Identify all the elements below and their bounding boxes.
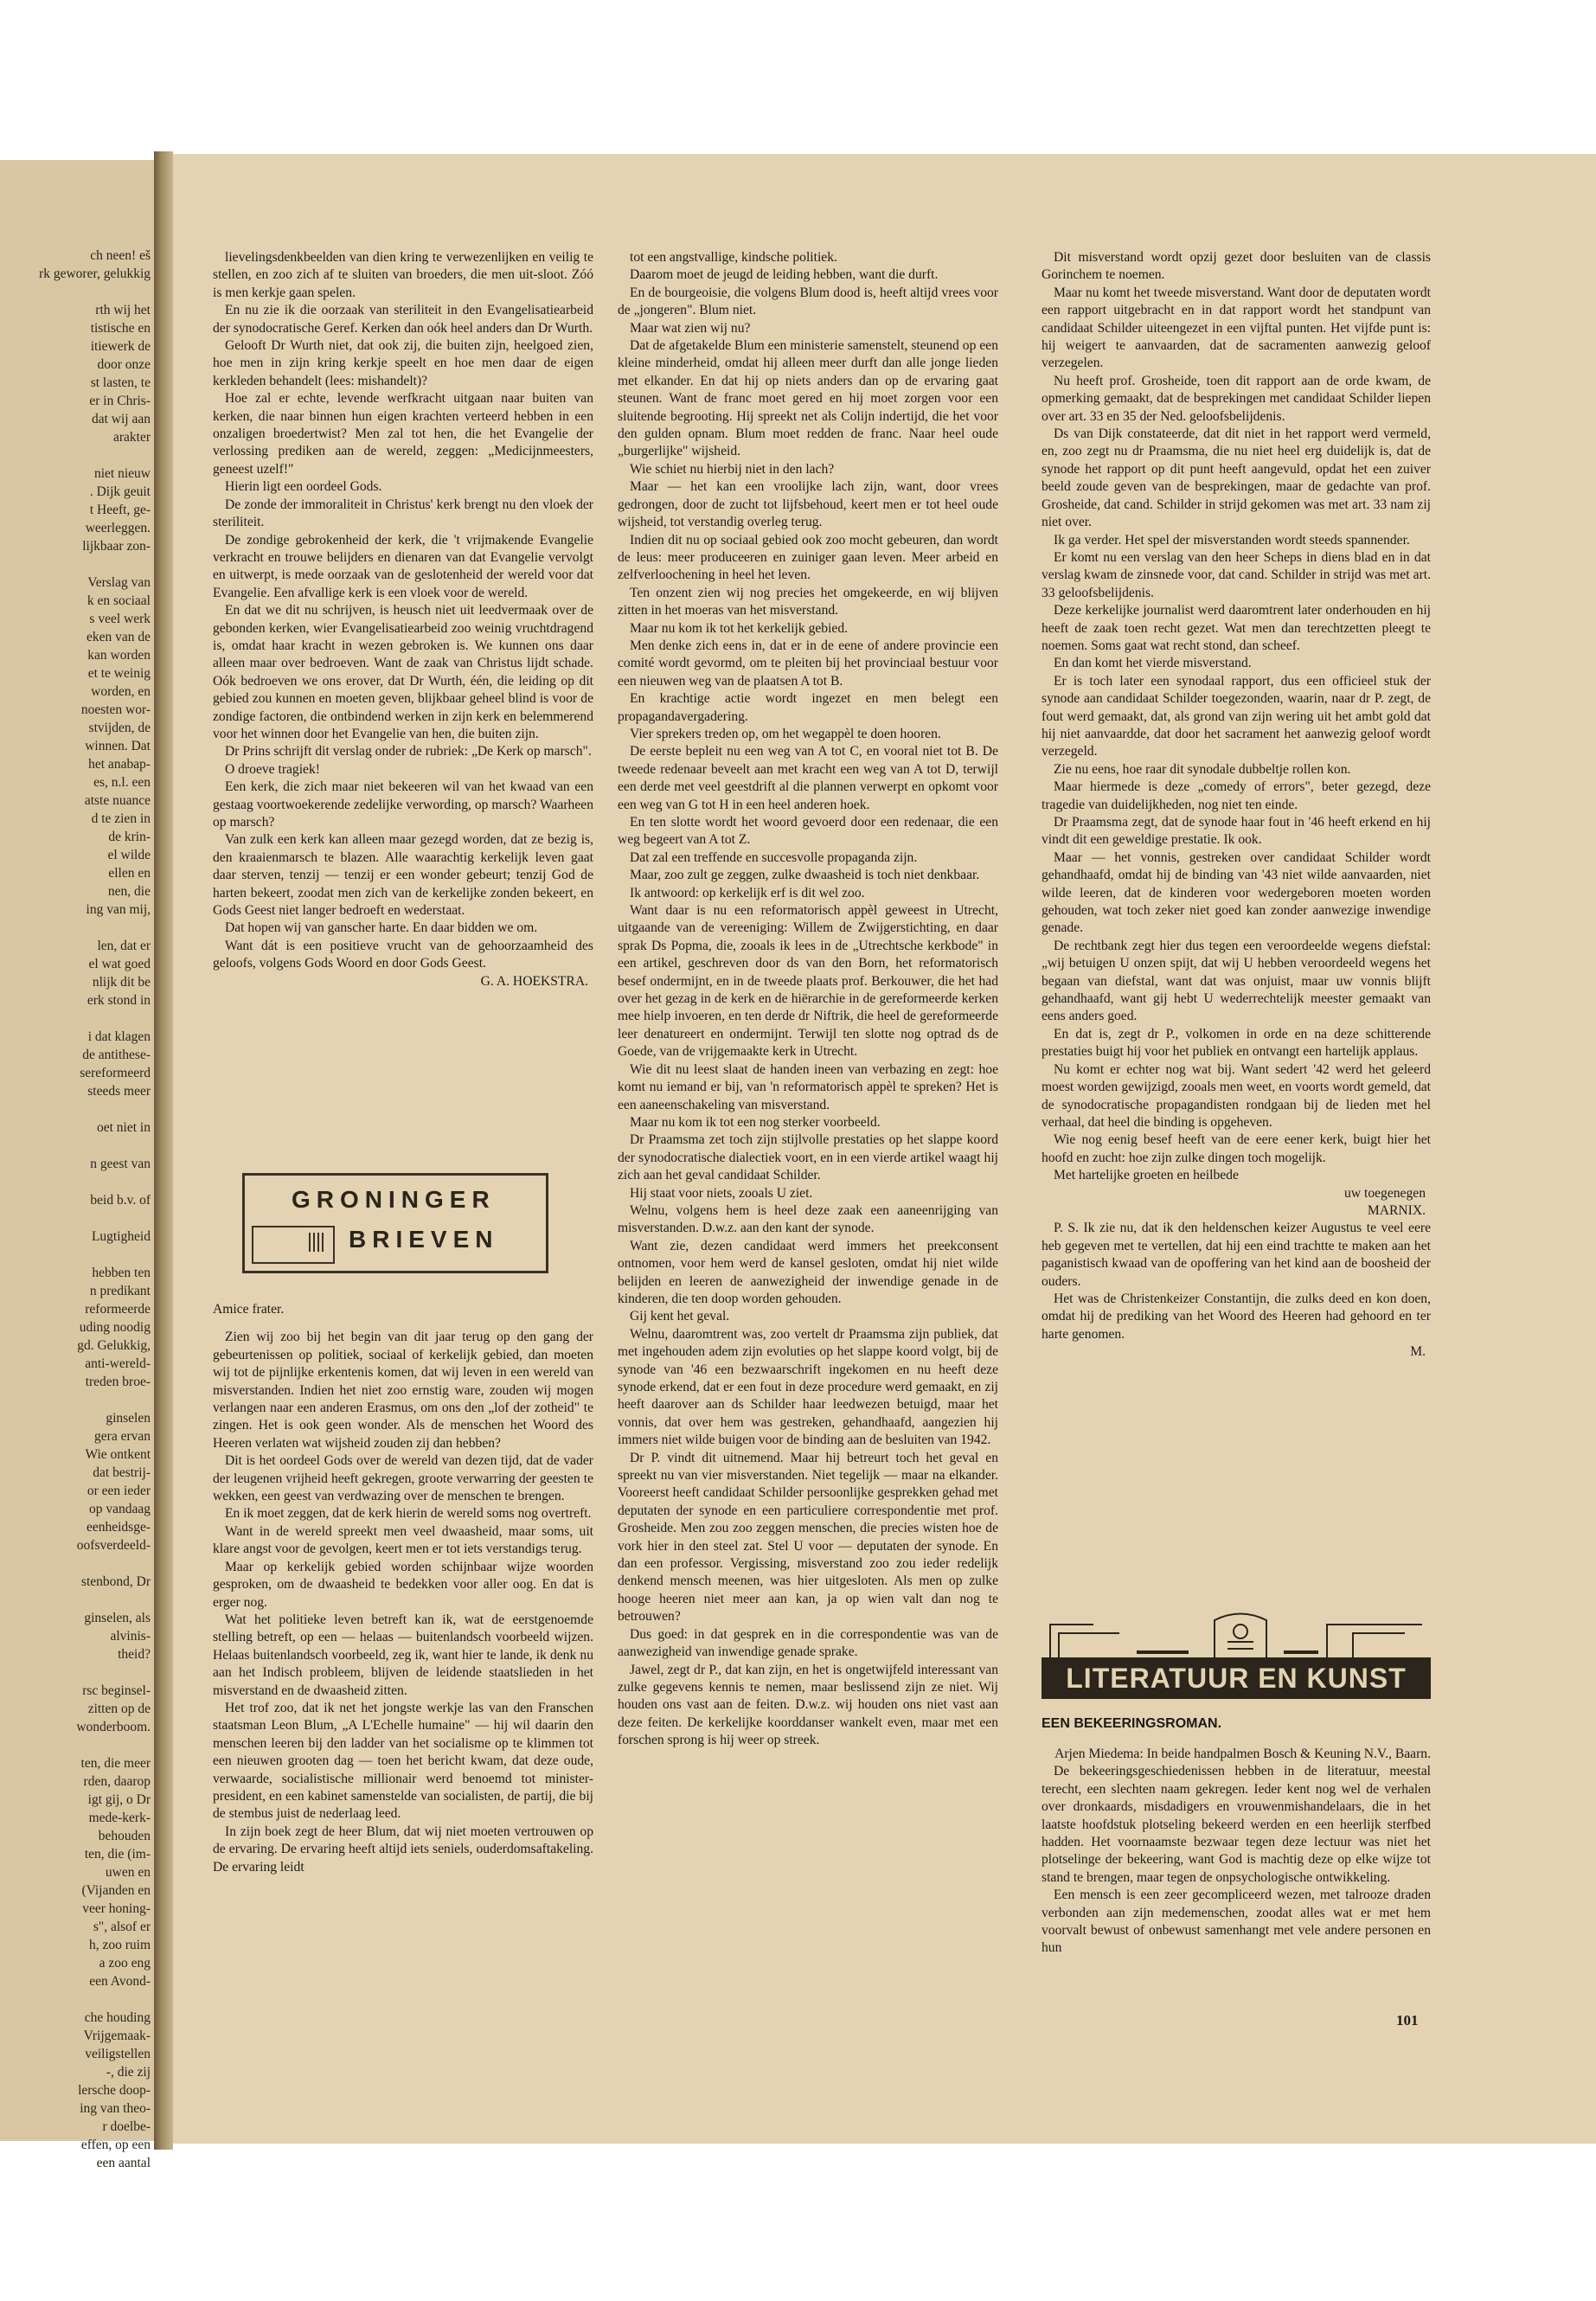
previous-page-line: er in Chris- [89,394,151,408]
paragraph: tot een angstvallige, kindsche politiek. [630,250,837,265]
previous-page-line: hebben ten [92,1266,151,1280]
previous-page-line: ellen en [108,866,151,881]
previous-page-line: rsc beginsel- [82,1683,151,1698]
paragraph: De zonde der immoraliteit in Christus' kerk brengt nu den vloek der steriliteit. [213,497,593,530]
previous-page-line: theid? [118,1647,151,1662]
paragraph: Want dát is een positieve vrucht van de gehoorzaamheid des geloofs, volgens Gods Woord en door Gods Geest. [213,938,593,971]
previous-page-line: eenheidsge- [86,1520,151,1535]
paragraph: Want daar is nu een reformatorisch appèl geweest in Utrecht, uitgaande van de vereeniging: Willem de Zwijgerstichting, en daar sprak Ds Popma, die, zooals ik lees in de „Utrechtsche kerkbode" in een artikel, geschreven door ds van den Born, het reformatorisch besef ondermijnt, en in de tweede plaats prof. Berkouwer, die het had over het gezag in de kerk en de hiërarchie in de gereformeerde kerken mee hielp invoeren, en ten derde dr Niftrik, die heel de gereformeerde leer denatureert en ondermijnt. Terwijl ten slotte nog optrad ds de Goede, van de vrijgemaakte kerk in Utrecht. [618,903,998,1060]
previous-page-line: Wie ontkent [85,1447,151,1462]
previous-page-line: noesten wor- [80,702,151,717]
paragraph: De zondige gebrokenheid der kerk, die 't vrijmakende Evangelie verkracht en trouwe belijders en dienaren van dat Evangelie vervolgt en uitwerpt, is mede oorzaak van de geslotenheid der wereld voor dat Evangelie. Een afvallige kerk is een vloek voor de wereld. [213,532,593,600]
previous-page-line: nen, die [107,884,151,899]
book-gutter [154,151,173,2150]
paragraph: Maar op kerkelijk gebied worden schijnbaar wijze woorden gesproken, om de dwaasheid te bedekken voor aller oog. En dat is erger nog. [213,1559,593,1610]
paragraph: Daarom moet de jeugd de leiding hebben, want die durft. [630,267,939,283]
paragraph: Er komt nu een verslag van den heer Scheps in diens blad en in dat verslag kwam de zinsnede voor, dat cand. Schilder in strijd was met art. 33 geloofsbelijdenis. [1042,549,1431,600]
paragraph: Wat het politieke leven betreft kan ik, wat de eerstgenoemde stelling betreft, op een — helaas — buitenlandsch voorbeeld wijzen. Helaas buitenlandsch voorbeeld, zeg ik, want hier te lande, ik denk nu aan het Indisch probleem, blijven de leidende staatslieden in het misverstand en de dwaasheid zitten. [213,1612,593,1698]
previous-page-line [5,1009,151,1028]
page-number: 101 [1396,2012,1419,2029]
previous-page-line: het anabap- [88,757,151,772]
paragraph: Hij staat voor niets, zooals U ziet. [630,1185,813,1201]
previous-page-line: sereformeerd [80,1066,151,1080]
previous-page-line: lersche doop- [78,2083,151,2098]
previous-page-line: oet niet in [97,1120,151,1135]
previous-page-line: rden, daarop [83,1774,151,1789]
previous-page-line: dat bestrij- [93,1465,151,1480]
previous-page-line [5,1209,151,1227]
previous-page-line [5,919,151,937]
paragraph: Want zie, dezen candidaat werd immers het preekconsent ontnomen, voor hem werd de kansel gesloten, omdat hij niet wilde belijden en leeren de aanwezigheid der inwendige genade in de kinderen, die ten doop worden gehouden. [618,1238,998,1306]
previous-page-line: Verslag van [87,575,151,590]
previous-page-line: veer honing- [82,1901,151,1916]
previous-page-line: che houding [84,2010,151,2025]
paragraph: Welnu, daaromtrent was, zoo vertelt dr Praamsma zijn publiek, dat met ingehouden adem zijn evoluties op het slappe koord volgt, bij de synode van '46 een bezwaarschrift ingekomen en nu heeft deze synode erkend, dat er een fout in deze procedure werd gemaakt, en zij heeft daarover aan ds Schilder haar leedwezen betuigd, maar het vonnis, dat over hem was gestreken, gehandhaafd, aangezien hij immers niet wilde buigen voor de binding aan de besluiten van 1942. [618,1326,998,1448]
paragraph: Een mensch is een zeer gecompliceerd wezen, met talrooze draden verbonden aan zijn medemenschen, zoodat alles wat er met hem voorvalt bewust of onbewust samenhangt met vele andere personen en hun [1042,1888,1431,1956]
previous-page-line: ch neen! eš [90,248,151,263]
paragraph: Dat zal een treffende en succesvolle propaganda zijn. [630,849,918,865]
paragraph: Dr Prins schrijft dit verslag onder de rubriek: „De Kerk op marsch". [225,744,592,760]
previous-page-line: worden, en [91,684,151,699]
envelope-icon [252,1226,335,1264]
previous-page-line: niet nieuw [94,466,151,481]
paragraph: Dr Praamsma zet toch zijn stijlvolle prestaties op het slappe koord der synodocratische dialectiek voort, en in een vierde artikel waagt hij zich aan het geval candidaat Schilder. [618,1132,998,1183]
previous-page-line: Lugtigheid [91,1229,151,1244]
previous-page-line [5,1391,151,1409]
previous-page-line: erk stond in [87,993,151,1008]
paragraph: Maar wat zien wij nu? [630,320,751,336]
previous-page-line: alvinis- [110,1629,151,1644]
paragraph: Welnu, volgens hem is heel deze zaak een aaneenrijging van misverstanden. D.w.z. aan den kant der synode. [618,1202,998,1236]
previous-page-line [5,283,151,301]
paragraph: Dit misverstand wordt opzij gezet door besluiten van de classis Gorinchem te noemen. [1042,250,1431,283]
previous-page-line: lijkbaar zon- [82,539,151,554]
previous-page-line: op vandaag [88,1502,151,1516]
previous-page-line: len, dat er [97,939,151,953]
paragraph: Dus goed: in dat gesprek en in die correspondentie was van de aanwezigheid van inwendige genade sprake. [618,1626,998,1660]
previous-page-line: door onze [97,357,151,372]
previous-page-line: ginselen [106,1411,151,1426]
paragraph: Er is toch later een synodaal rapport, dus een officieel stuk der synode aan candidaat Schilder toegezonden, waarin, naar dr P. zegt, de fout werd gemaakt, dat, als grond van zijn wering uit het ambt gold dat hij niet aanvaardde, dat door het sacrament het aanwezig geloof wordt verzegeld. [1042,673,1431,760]
previous-page-line: . Dijk geuit [89,484,151,499]
previous-page-line: tistische en [90,321,151,336]
previous-page-line: el wilde [107,848,151,862]
paragraph: lievelingsdenkbeelden van dien kring te verwezenlijken en veilig te stellen, en zoo zich af te sluiten van broeders, die men uit-sloot. Zóó is men kerkje gaan spelen. [213,250,593,300]
section-title: LITERATUUR EN KUNST [1042,1657,1431,1699]
previous-page-line: steeds meer [87,1084,151,1099]
paragraph: Maar, zoo zult ge zeggen, zulke dwaasheid is toch niet denkbaar. [630,868,980,883]
previous-page-line: uwen en [105,1865,151,1880]
previous-page-line: reformeerde [85,1302,151,1317]
previous-page-line: ing van mij, [86,902,151,917]
letter-salutation: Amice frater. [213,1302,285,1317]
previous-page-line [5,1663,151,1682]
paragraph: Ten onzent zien wij nog precies het omgekeerde, en wij blijven zitten in het moeras van het misverstand. [618,585,998,619]
previous-page-line: d te zien in [91,811,151,826]
column-3-review [1042,1746,1431,1958]
previous-page-line: n predikant [89,1284,151,1298]
paragraph: En ik moet zeggen, dat de kerk hierin de wereld soms nog overtreft. [225,1506,592,1522]
literatuur-en-kunst-banner [1042,1607,1431,1701]
previous-page-line [5,555,151,574]
paragraph: De bekeeringsgeschiedenissen hebben in de literatuur, meestal terecht, een slechten naam gekregen. Ieder kent nog wel de verhalen over dronkaards, misdadigers en vrouwenmishandelaars, die in het laatste hoofdstuk plotseling bekeerd werden en een heerlijk sterfbed hadden. Het voornaamste bezwaar tegen deze lectuur was niet het plotselinge der bekeering, want God is machtig deze op elke wijze tot stand te brengen, maar tegen de onpsychologische ontwikkeling. [1042,1764,1431,1885]
previous-page-line: weerleggen. [85,521,151,535]
previous-page-fragment [0,160,154,2170]
paragraph: Gij kent het geval. [630,1309,730,1324]
previous-page-line: oofsverdeeld- [76,1538,151,1553]
previous-page-line: st lasten, te [90,375,151,390]
paragraph: Hoe zal er echte, levende werfkracht uitgaan naar buiten van kerken, die naar binnen hun eigen krachten verteerd hebben in een onzaligen broedertwist? Men zal tot hen, die het Evangelie der verlossing prediken aan de wereld, zeggen: „Medicijnmeesters, geneest uzelf!" [213,391,593,477]
previous-page-line: gera ervan [94,1429,151,1444]
previous-page-line: ginselen, als [84,1611,151,1625]
paragraph: O droeve tragiek! [225,761,320,777]
paragraph: In zijn boek zegt de heer Blum, dat wij niet moeten vertrouwen op de ervaring. De ervaring heeft altijd iets seniels, ouderdomsaftakeling. De ervaring leidt [213,1823,593,1875]
paragraph: Zien wij zoo bij het begin van dit jaar terug op den gang der gebeurtenissen op politiek, sociaal of kerkelijk gebied, dan moeten wij tot de pijnlijke erkentenis komen, dat wij leven in een wereld van misverstanden. Indien het niet zoo ernstig ware, zouden wij mogen verlangen naar een anderen Erasmus, om ons den „lof der zotheid" te zingen. Het is ook geen wonder. Als de menschen het Woord des Heeren verlaten wat wijsheid zouden zij dan hebben? [213,1330,593,1451]
previous-page-line: arakter [112,430,151,445]
column-2 [618,249,998,1750]
paragraph: Ik ga verder. Het spel der misverstanden wordt steeds spannender. [1054,532,1410,548]
previous-page-line: winnen. Dat [85,739,151,753]
previous-page-line: itiewerk de [90,339,151,354]
paragraph: Ds van Dijk constateerde, dat dit niet in het rapport werd vermeld, en, zoo zegt nu dr Praamsma, die nu niet heel erg duidelijk is, dat de synode het rapport op dit punt heeft aangevuld, opdat het een zuiver beeld zoude geven van de besprekingen, maar de gedachte van prof. Grosheide, dat cand. Schilder in strijd gekomen was met art. 33 nam zij niet over. [1042,426,1431,530]
banner-line-1: GRONINGER [292,1186,496,1213]
previous-page-line: -, die zij [106,2065,151,2080]
paragraph: En ten slotte wordt het woord gevoerd door een redenaar, die een weg begeert van A tot Z. [618,815,998,848]
previous-page-line [5,1137,151,1155]
previous-page-line [5,1100,151,1118]
previous-page-line: i dat klagen [87,1029,151,1044]
postscript-signature: M. [1410,1344,1426,1360]
previous-page-line: gd. Gelukkig, [77,1338,151,1353]
column-3 [1042,249,1431,1362]
paragraph: Maar nu kom ik tot het kerkelijk gebied. [630,620,849,636]
previous-page-line: ten, die (im- [84,1847,151,1862]
previous-page-line [5,1246,151,1264]
previous-page-line: een Avond- [89,1974,151,1989]
previous-page-line: h, zoo ruim [88,1938,151,1952]
previous-page-line: rth wij het [95,303,151,317]
paragraph: Want in de wereld spreekt men veel dwaasheid, maar soms, uit klare angst voor de gevolgen, keert men er tot iets verstandigs terug. [213,1523,593,1557]
paragraph: Het trof zoo, dat ik net het jongste werkje las van den Franschen staatsman Leon Blum, „A L'Echelle humaine" — hij wil daarin den menschen leeren bij den ladder van het socialisme op te klimmen tot een nieuwen grooten dag — toen het bericht kwam, dat deze oude, verwaarde, socialistische millionair werd benoemd tot minister-president, en een kabinet samenstelde van socialisten, de partij, die bij de stembus juist de nederlaag leed. [213,1700,593,1822]
paragraph: Indien dit nu op sociaal gebied ook zoo mocht gebeuren, dan wordt de leus: meer produceeren en zuiniger gaan leven. Meer arbeid en zelfverloochening in heel het leven. [618,532,998,583]
previous-page-line: et te weinig [87,666,151,681]
previous-page-line: stenbond, Dr [80,1574,151,1589]
paragraph: Gelooft Dr Wurth niet, dat ook zij, die buiten zijn, heelgoed zien, hoe men in zijn kring kerkje speelt en hoe men daar de eigen kerkleden behandelt (lees: mishandelt)? [213,338,593,388]
previous-page-line: dat wij aan [91,412,151,426]
previous-page-line: behouden [98,1829,151,1843]
paragraph: Maar — het kan een vroolijke lach zijn, want, door vrees gedrongen, door de zucht tot lijfsbehoud, keert men er tot heel oude wijsheid, tot verstandig overleg terug. [618,479,998,530]
paragraph: Een kerk, die zich maar niet bekeeren wil van het kwaad van een gestaag voortwoekerende zedelijke verwording, op marsch? Waarheen op marsch? [213,779,593,830]
postscript: P. S. Ik zie nu, dat ik den heldenschen keizer Augustus te veel eere heb gegeven met te vertellen, dat hij een eind trachtte te maken aan het paganistisch kwaad van de opoffering van het kind aan de boosheid der ouders. [1042,1221,1431,1289]
previous-page-line: zitten op de [87,1702,151,1716]
paragraph: Dr Praamsma zegt, dat de synode haar fout in '46 heeft erkend en hij vindt dit een geweldige prestatie. Ik ook. [1042,815,1431,848]
previous-page-line: (Vijanden en [81,1883,151,1898]
previous-page-line [5,1591,151,1609]
previous-page-line: de krin- [108,830,151,844]
letter-closing: uw toegenegen [1344,1185,1426,1201]
paragraph: Wie dit nu leest slaat de handen ineen van verbazing en zegt: hoe komt nu iemand er bij, van 'n reformatorisch appèl te spreken? Het is een aaneenschakeling van misverstand. [618,1061,998,1112]
previous-page-line: eken van de [86,630,151,644]
paragraph: Dat hopen wij van ganscher harte. En daar bidden we om. [225,920,538,936]
previous-page-line [5,1990,151,2009]
previous-page-line: rk geworer, gelukkig [39,266,151,281]
previous-page-line: wonderboom. [76,1720,151,1734]
previous-page-line: kan worden [87,648,151,663]
previous-page-line: stvijden, de [88,721,151,735]
newspaper-page [173,154,1596,2144]
paragraph: Zie nu eens, hoe raar dit synodale dubbeltje rollen kon. [1054,761,1351,777]
paragraph: Van zulk een kerk kan alleen maar gezegd worden, dat ze bezig is, den kraaienmarsch te blazen. Alle waarachtig kerkelijk leven gaat daar sterven, tenzij — tenzij er een wonder gebeurt; tenzij God de harten bekeert, zoodat men zich van de kerkelijke zonden bekeert, en Gods Geest niet langer bedroeft en wederstaat. [213,832,593,919]
paragraph: En dat we dit nu schrijven, is heusch niet uit leedvermaak over de gebonden kerken, wier Evangelisatiearbeid zoo weinig vruchtdragend is, omdat haar kracht in wezen gebroken is. We kunnen ons daar alleen maar over bedroeven. Want de zaak van Christus lijdt schade. Oók bedroeven we ons erover, dat Dr Wurth, één, die leiding op dit gebied zou kunnen en moeten geven, blijkbaar geheel blind is voor de zondige factoren, die ontbindend werken in zijn kerk en belemmerend voor het winnen door het Evangelie van hen, die buiten zijn. [213,603,593,741]
paragraph: Maar hiermede is deze „comedy of errors", beter gezegd, deze tragedie van duidelijkheden, nog niet ten einde. [1042,779,1431,812]
book-source: Arjen Miedema: In beide handpalmen Bosch & Keuning N.V., Baarn. [1054,1747,1431,1761]
banner-line-2: BRIEVEN [349,1226,499,1253]
paragraph: Ik antwoord: op kerkelijk erf is dit wel zoo. [630,885,865,901]
review-heading: EEN BEKEERINGSROMAN. [1042,1716,1222,1731]
previous-page-line: n geest van [90,1157,151,1171]
paragraph: En dan komt het vierde misverstand. [1054,656,1252,671]
previous-page-line: de antithese- [82,1048,151,1062]
postscript: Het was de Christenkeizer Constantijn, die zulks deed en kon doen, omdat hij de prediking van het Woord des Heeren had gehoord en ter harte genomen. [1042,1291,1431,1342]
paragraph: De rechtbank zegt hier dus tegen een veroordeelde wegens diefstal: „wij betuigen U onzen spijt, dat wij U hebben veroordeeld wegens het begaan van diefstal, want dat was onjuist, maar uw vonnis blijft gehandhaafd, want gij hebt U wederrechtelijk meester gemaakt van eens anders goed. [1042,938,1431,1024]
paragraph: Dit is het oordeel Gods over de wereld van dezen tijd, dat de vader der leugenen vrijheid heeft gekregen, groote verwarring der geesten te wekken, een geest van verdwazing over de menschen te brengen. [213,1453,593,1504]
paragraph: En dat is, zegt dr P., volkomen in orde en na deze schitterende prestaties buigt hij voor het publiek en ontvangt een hartelijk applaus. [1042,1026,1431,1060]
previous-page-line: veiligstellen [85,2047,151,2061]
paragraph: Dr P. vindt dit uitnemend. Maar hij betreurt toch het geval en spreekt nu van vier misverstanden. Niet tegelijk — maar na elkander. Vooreerst heeft candidaat Schilder persoonlijke gesprekken gehad met deputaten der synode en een particuliere correspondentie met prof. Grosheide. Men zou zoo zeggen menschen, die precies wisten hoe de vork hier in den steel zat. Stel U voor — deputaten der synode. En dan een professor. Vergissing, misverstand zoo zou ieder redelijk denkend mensch meenen, was hier uitgesloten. Als men op zulke hooge heeren niet meer aan kan, ja op wien valt dan nog te betrouwen? [618,1450,998,1625]
column-1 [213,249,593,990]
previous-page-line [5,1736,151,1754]
paragraph: Maar — het vonnis, gestreken over candidaat Schilder wordt gehandhaafd, omdat hij de binding van '43 niet wilde aanvaarden, niet wilde leeren, dat de kinderen voor wedergeboren moeten worden gehouden, wat toch zeker niet goed kan zonder aanwezige inwendige genade. [1042,849,1431,936]
previous-page-text [5,247,151,2172]
column-1-letter [213,1296,593,1876]
paragraph: Hierin ligt een oordeel Gods. [225,479,382,495]
paragraph: Dat de afgetakelde Blum een ministerie samenstelt, steunend op een kleine minderheid, omdat hij alleen meer durft dan alle jonge lieden met elkander. En dat hij op niets anders dan op de ervaring gaat steunen. Want de franc moet gered en hij moet zorgen voor een sluitende begrooting. Hij spreekt net als Colijn indertijd, die het voor den gulden opnam. Blum moet redden de franc. Naar heel oude „burgerlijke" wijsheid. [618,338,998,459]
previous-page-line [5,1173,151,1191]
previous-page-line: igt gij, o Dr [87,1792,151,1807]
letter-signature: MARNIX. [1367,1202,1426,1218]
paragraph: Wie nog eenig besef heeft van de eere eener kerk, buigt hier het hoofd en zucht: hoe zijn zulke dingen toch mogelijk. [1042,1132,1431,1165]
paragraph: En nu zie ik die oorzaak van steriliteit in den Evangelisatiearbeid der synodocratische Geref. Kerken dan oók heel anders dan Dr Wurth. [213,303,593,336]
previous-page-line: or een ieder [87,1484,151,1498]
decorative-tree-illustration [1042,1607,1431,1661]
article-signature: G. A. HOEKSTRA. [480,973,588,989]
previous-page-line: t Heeft, ge- [89,503,151,517]
previous-page-line: s veel werk [89,612,151,626]
paragraph: Wie schiet nu hierbij niet in den lach? [630,461,835,477]
paragraph: Men denke zich eens in, dat er in de eene of andere provincie een comité wordt gevormd, om te pleiten bij het provinciaal bestuur voor een nieuwen weg van de plaatsen A tot B. [618,638,998,689]
previous-page-line: s", alsof er [93,1920,151,1934]
paragraph: Nu komt er echter nog wat bij. Want sedert '42 werd het geleerd moest worden gewijzigd, zooals men weet, en voorts wordt gemeld, dat de synodocratische propagandisten rondgaan bij de lieden met hel verhaal, dat heel die binding is opgeheven. [1042,1061,1431,1130]
previous-page-line: k en sociaal [87,593,151,608]
previous-page-line: nlijk dit be [92,975,151,990]
groninger-brieven-banner [242,1173,548,1273]
paragraph: Maar nu komt het tweede misverstand. Want door de deputaten wordt een rapport uitgebracht en in dat rapport wordt het standpunt van candidaat Schilder uiteengezet in een vijftal punten. Het vijfde punt is: hij weigert te aanvaarden, dat de sacramenten aanwezig geloof verzegelen. [1042,285,1431,371]
previous-page-line: es, n.l. een [93,775,151,790]
paragraph: Met hartelijke groeten en heilbede [1054,1168,1239,1183]
previous-page-line: a zoo eng [99,1956,151,1971]
previous-page-line: atste nuance [84,793,151,808]
previous-page-line: treden broe- [85,1375,151,1389]
previous-page-line: beid b.v. of [90,1193,151,1208]
paragraph: De eerste bepleit nu een weg van A tot C, en vooral niet tot B. De tweede redenaar beveelt aan met kracht een weg van A tot D, terwijl een derde met veel geestdrift al die plannen verwerpt en opkomt voor een weg van G tot H in een heel anderen hoek. [618,744,998,812]
previous-page-line: anti-wereld- [85,1356,151,1371]
paragraph: Deze kerkelijke journalist werd daaromtrent later onderhouden en hij heeft de zaak toen recht gezet. Wat men dan terechtzetten pleegt te noemen. Soms gaat wat recht stond, dan scheef. [1042,603,1431,653]
previous-page-line: effen, op een [80,2138,151,2152]
paragraph: En de bourgeoisie, die volgens Blum dood is, heeft altijd vrees voor de „jongeren". Blum niet. [618,285,998,318]
previous-page-line: ten, die meer [80,1756,151,1771]
paragraph: Maar nu kom ik tot een nog sterker voorbeeld. [630,1114,881,1130]
previous-page-line [5,446,151,465]
paragraph: Nu heeft prof. Grosheide, toen dit rapport aan de orde kwam, de opmerking gemaakt, dat de besprekingen met candidaat Schilder liepen over art. 33 en 35 der Ned. geloofsbelijdenis. [1042,373,1431,424]
previous-page-line [5,1554,151,1573]
previous-page-line: Vrijgemaak- [83,2029,151,2043]
previous-page-line: el wat goed [88,957,151,971]
paragraph: Jawel, zegt dr P., dat kan zijn, en het is ongetwijfeld interessant van zulke gegevens kennis te nemen, maar beslissend zijn ze niet. Wij houden ons vast aan de feiten. D.w.z. wij houden ons niet vast aan deze feiten. De kerkelijke koorddanser wankelt even, maar met een forschen sprong is hij weer op streek. [618,1662,998,1748]
previous-page-line: uding noodig [79,1320,151,1335]
paragraph: Vier sprekers treden op, om het wegappèl te doen hooren. [630,726,941,741]
previous-page-line: ing van theo- [80,2101,151,2116]
previous-page-line: mede-kerk- [88,1811,151,1825]
previous-page-line: r doelbe- [102,2119,151,2134]
previous-page-line: een aantal [96,2156,151,2170]
paragraph: En krachtige actie wordt ingezet en men belegt een propagandavergadering. [618,691,998,724]
